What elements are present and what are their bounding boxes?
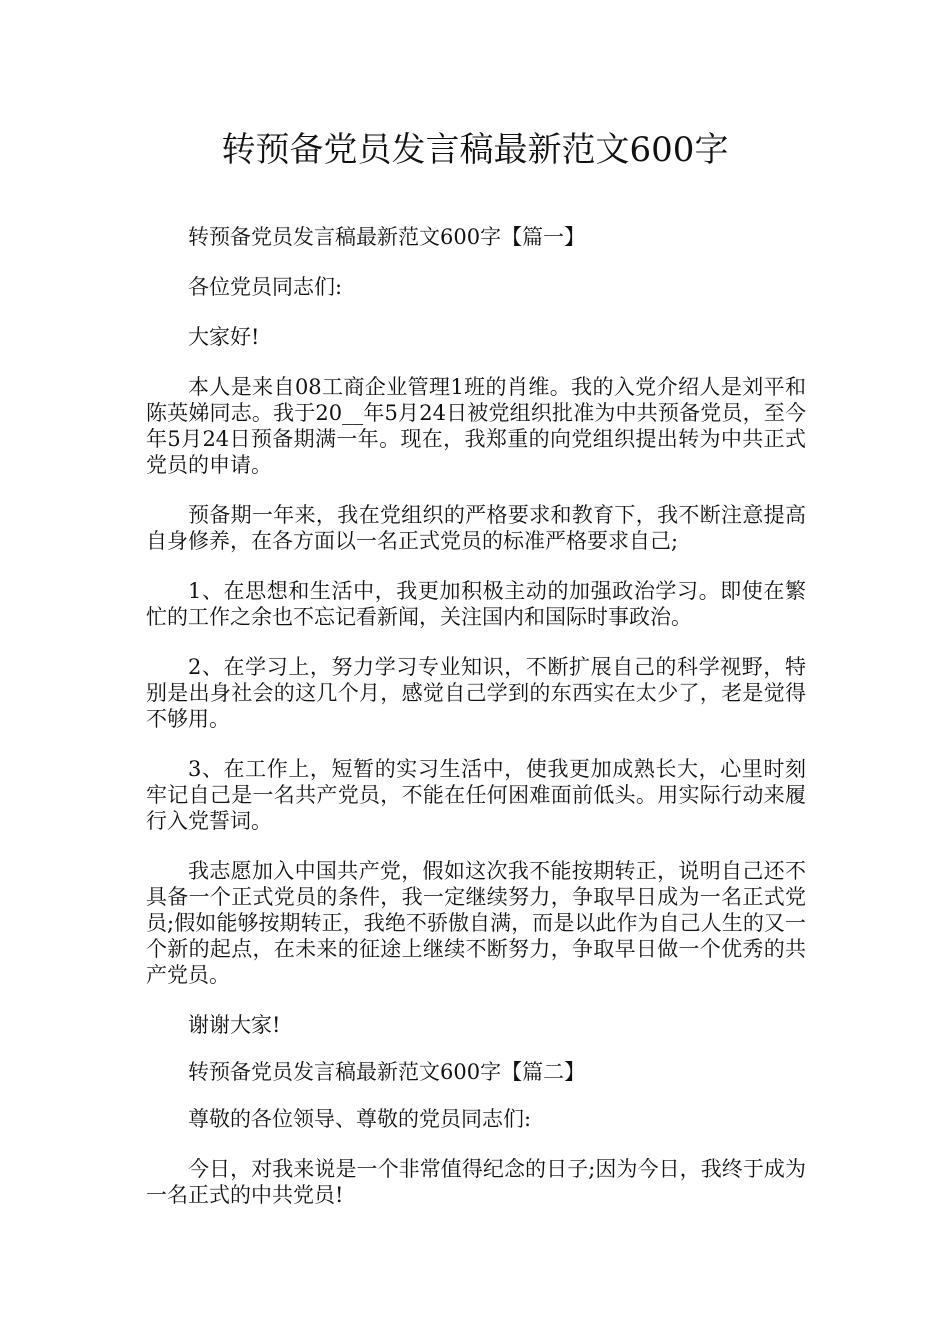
- body-paragraph: 3、在工作上，短暂的实习生活中，使我更加成熟长大，心里时刻牢记自己是一名共产党员，不能在任何困难面前低头。用实际行动来履行入党誓词。: [146, 757, 806, 833]
- section-heading-1: 转预备党员发言稿最新范文600字【篇一】: [188, 225, 586, 249]
- document-title: 转预备党员发言稿最新范文600字: [221, 130, 729, 170]
- body-paragraph: 1、在思想和生活中，我更加积极主动的加强政治学习。即使在繁忙的工作之余也不忘记看新闻，关注国内和国际时事政治。: [146, 579, 806, 629]
- body-paragraph: 2、在学习上，努力学习专业知识，不断扩展自己的科学视野，特别是出身社会的这几个月，感觉自己学到的东西实在太少了，老是觉得不够用。: [146, 655, 806, 731]
- section-heading-2: 转预备党员发言稿最新范文600字【篇二】: [188, 1060, 586, 1084]
- salutation-2: 尊敬的各位领导、尊敬的党员同志们:: [188, 1107, 532, 1131]
- body-paragraph: 本人是来自08工商企业管理1班的肖维。我的入党介绍人是刘平和陈英娣同志。我于20__年5月24日被党组织批准为中共预备党员，至今年5月24日预备期满一年。现在，我郑重的向党组织提出转为中共正式党员的申请。: [146, 375, 806, 477]
- closing: 谢谢大家!: [188, 1013, 281, 1037]
- body-paragraph: 预备期一年来，我在党组织的严格要求和教育下，我不断注意提高自身修养，在各方面以一名正式党员的标准严格要求自己;: [146, 503, 806, 553]
- document-body: [146, 224, 806, 1208]
- body-paragraph: 今日，对我来说是一个非常值得纪念的日子;因为今日，我终于成为一名正式的中共党员!: [146, 1157, 806, 1207]
- salutation: 各位党员同志们:: [188, 275, 343, 299]
- body-paragraph: 我志愿加入中国共产党，假如这次我不能按期转正，说明自己还不具备一个正式党员的条件，我一定继续努力，争取早日成为一名正式党员;假如能够按期转正，我绝不骄傲自满，而是以此作为自己人生的又一个新的起点，在未来的征途上继续不断努力，争取早日做一个优秀的共产党员。: [146, 859, 806, 987]
- greeting: 大家好!: [188, 325, 260, 349]
